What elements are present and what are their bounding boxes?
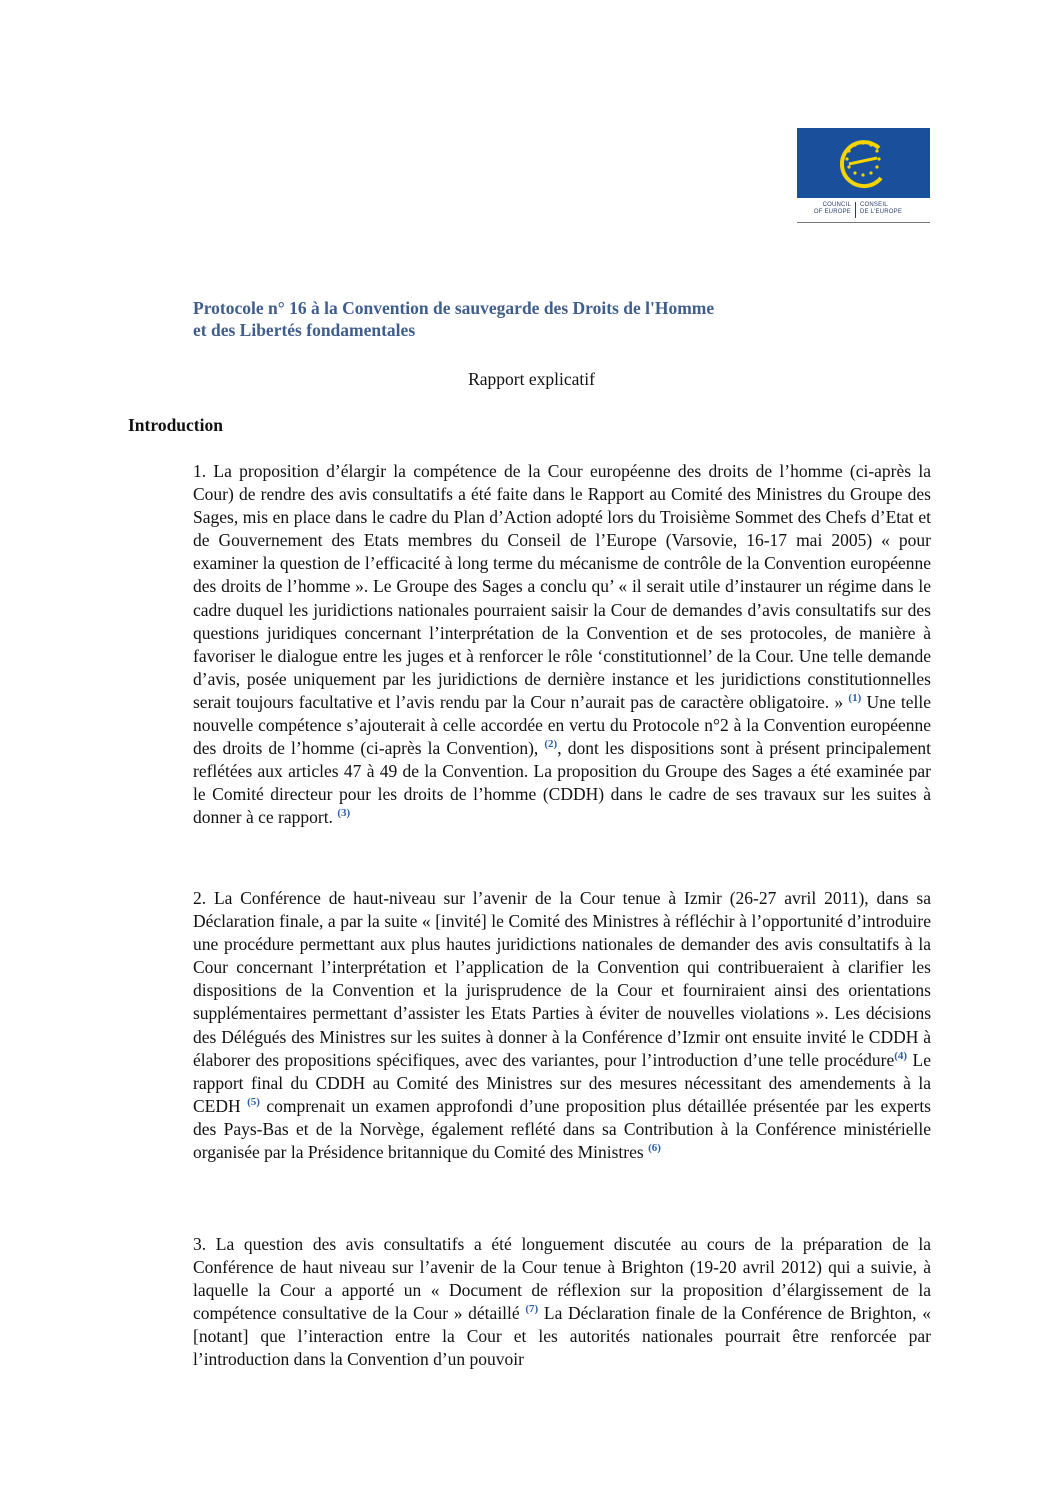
footnote-reference: (7) [525,1303,539,1316]
document-title [193,297,833,341]
logo-caption-line: DE L'EUROPE [860,209,903,215]
logo-emblem [797,128,930,198]
council-of-europe-logo [797,128,930,223]
footnote-reference: (1) [848,692,862,705]
paragraph-text: Le rapport final du CDDH au Comité des Ministres sur des mesures nécessitant des amendements à la CEDH [193,1049,931,1116]
logo-caption-french [860,202,920,216]
logo-arc [842,142,881,186]
footnote-reference: (4) [894,1049,908,1062]
document-title-line-1: Protocole n° 16 à la Convention de sauvegarde des Droits de l'Homme [193,298,715,318]
paragraph-text: 3. La question des avis consultatifs a été longuement discutée au cours de la préparation de la Conférence de haut niveau sur l’avenir de la Cour tenue à Brighton (19-20 avril 2012) qui a suivie, à laquelle la Cour a apporté un « Document de réflexion sur la proposition d’élargissement de la compétence consultative de la Cour » détaillé [193,1234,931,1324]
paragraph-text: comprenait un examen approfondi d’une proposition plus détaillée présentée par les experts des Pays-Bas et de la Norvège, également reflété dans sa Contribution à la Conférence ministérielle organisée par la Présidence britannique du Comité des Ministres [193,1095,931,1163]
logo-caption-line: CONSEIL [860,202,888,208]
footnote-reference: (6) [648,1142,661,1155]
footnote-reference: (2) [544,738,558,751]
logo-caption-english [811,202,851,216]
document-subtitle: Rapport explicatif [468,369,595,389]
paragraph-text: La Déclaration finale de la Conférence de Brighton, « [notant] que l’interaction entre la Cour et les autorités nationales pourrait être renforcée par l’introduction dans la Convention d’un pouvoir [193,1303,931,1370]
logo-caption-divider [855,202,856,218]
footnote-reference: (5) [247,1096,260,1109]
logo-underline [797,222,930,223]
paragraph-text: , dont les dispositions sont à présent principalement reflétées aux articles 47 à 49 de la Convention. La proposition du Groupe des Sages a été examinée par le Comité directeur pour les droits de l’homme (CDDH) dans le cadre de ses travaux sur les suites à donner à ce rapport. [193,738,931,828]
logo-caption-line: OF EUROPE [813,209,851,215]
logo-captions [797,200,930,222]
logo-caption-line: COUNCIL [822,202,851,208]
paragraph-text: 2. La Conférence de haut-niveau sur l’avenir de la Cour tenue à Izmir (26-27 avril 2011), dans sa Déclaration finale, a par la suite « [invité] le Comité des Ministres à réfléchir à l’opportunité d’introduire une procédure permettant aux plus hautes juridictions nationales de demander des avis consultatifs à la Cour concernant l’interprétation et l’application de la Convention qui contribueraient à clarifier les dispositions de la Convention et la jurisprudence de la Cour et fourniraient ainsi des orientations supplémentaires permettant d’assister les Etats Parties à éviter de nouvelles violations ». Les décisions des Délégués des Ministres sur les suites à donner à la Conférence d’Izmir ont ensuite invité le CDDH à élaborer des propositions spécifiques, avec des variantes, pour l’introduction d’une telle procédure [193,888,931,1070]
document-title-line-2: et des Libertés fondamentales [193,320,416,340]
footnote-reference: (3) [337,807,351,820]
paragraph-1 [193,460,931,830]
section-heading: Introduction [128,415,223,435]
paragraph-3 [193,1233,931,1372]
paragraph-2 [193,887,931,1164]
paragraph-text: 1. La proposition d’élargir la compétence de la Cour européenne des droits de l’homme (ci-après la Cour) de rendre des avis consultatifs a été faite dans le Rapport au Comité des Ministres du Groupe des Sages, mis en place dans le cadre du Plan d’Action adopté lors du Troisième Sommet des Chefs d’Etat et de Gouvernement des Etats membres du Conseil de l’Europe (Varsovie, 16-17 mai 2005) « pour examiner la question de l’efficacité à long terme du mécanisme de contrôle de la Convention européenne des droits de l’homme ». Le Groupe des Sages a conclu qu’ « il serait utile d’instaurer un régime dans le cadre duquel les juridictions nationales pourraient saisir la Cour de demandes d’avis consultatifs sur des questions juridiques concernant l’interprétation de la Convention et de ses protocoles, de manière à favoriser le dialogue entre les juges et à renforcer le rôle ‘constitutionnel’ de la Cour. Une telle demande d’avis, posée uniquement par les juridictions de dernière instance et les juridictions constitutionnelles serait toujours facultative et l’avis rendu par la Cour n’aurait pas de caractère obligatoire. » [193,461,931,712]
paragraph-text: Une telle nouvelle compétence s’ajouterait à celle accordée en vertu du Protocole n°2 à la Convention européenne des droits de l’homme (ci-après la Convention), [193,691,931,759]
logo-bar [849,158,877,164]
